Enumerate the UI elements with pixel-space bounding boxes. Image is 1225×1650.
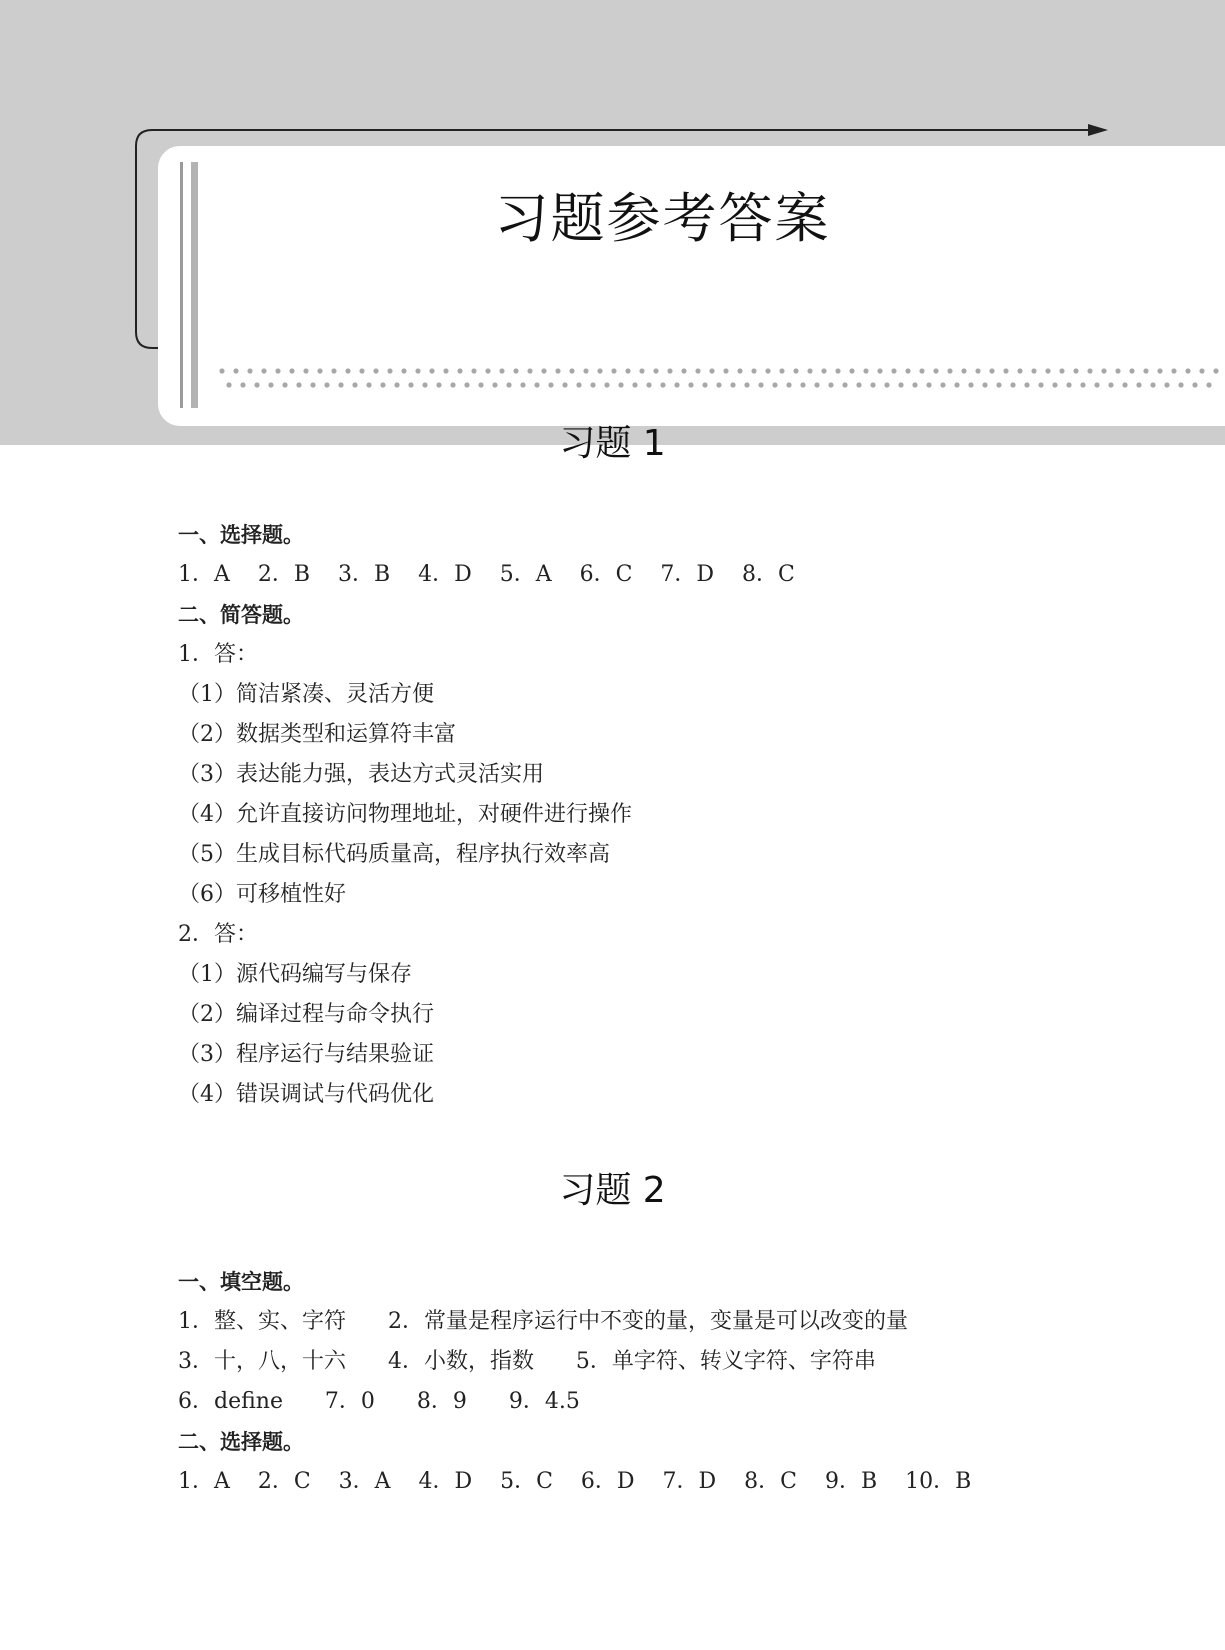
divider-dot	[1192, 382, 1197, 387]
divider-dot	[1108, 382, 1113, 387]
divider-dot	[590, 382, 595, 387]
divider-dot	[471, 368, 476, 373]
divider-dot	[835, 368, 840, 373]
divider-dot	[618, 382, 623, 387]
divider-dot	[1031, 368, 1036, 373]
divider-dot	[933, 368, 938, 373]
divider-dot	[786, 382, 791, 387]
divider-dot	[492, 382, 497, 387]
divider-dot	[401, 368, 406, 373]
section-title-1: 习题 1	[559, 423, 666, 464]
divider-dot	[758, 382, 763, 387]
divider-dot	[422, 382, 427, 387]
divider-dot	[709, 368, 714, 373]
divider-dot	[814, 382, 819, 387]
divider-dot	[646, 382, 651, 387]
page-title: 习题参考答案	[494, 187, 831, 250]
divider-dot	[513, 368, 518, 373]
divider-dot	[583, 368, 588, 373]
divider-dot	[1185, 368, 1190, 373]
divider-dot	[674, 382, 679, 387]
divider-dot	[863, 368, 868, 373]
divider-dot	[1150, 382, 1155, 387]
divider-dot	[450, 382, 455, 387]
divider-dot	[415, 368, 420, 373]
divider-dot	[1178, 382, 1183, 387]
divider-dot	[233, 368, 238, 373]
divider-dot	[1136, 382, 1141, 387]
section-2-content	[178, 1262, 1138, 1502]
divider-dot	[884, 382, 889, 387]
divider-dot	[1129, 368, 1134, 373]
divider-dot	[254, 382, 259, 387]
divider-dot	[569, 368, 574, 373]
divider-dot	[443, 368, 448, 373]
question-heading: 二、简答题。	[178, 603, 304, 627]
divider-dot	[800, 382, 805, 387]
divider-dot	[1038, 382, 1043, 387]
divider-dot	[478, 382, 483, 387]
answer-line: 6．define 7．0 8．9 9．4.5	[178, 1389, 580, 1414]
answer-line: 2．答：	[178, 922, 258, 947]
divider-dot	[856, 382, 861, 387]
divider-dot	[1213, 368, 1218, 373]
answer-line: 1．A 2．C 3．A 4．D 5．C 6．D 7．D 8．C 9．B 10．B	[178, 1469, 972, 1494]
divider-dot	[226, 382, 231, 387]
divider-dot	[765, 368, 770, 373]
divider-dot	[877, 368, 882, 373]
divider-dot	[828, 382, 833, 387]
answer-line: 1．A 2．B 3．B 4．D 5．A 6．C 7．D 8．C	[178, 562, 795, 587]
divider-dot	[562, 382, 567, 387]
divider-dot	[247, 368, 252, 373]
divider-dot	[919, 368, 924, 373]
divider-dot	[681, 368, 686, 373]
divider-dot	[821, 368, 826, 373]
divider-dot	[737, 368, 742, 373]
divider-dot	[1157, 368, 1162, 373]
divider-dot	[842, 382, 847, 387]
divider-dot	[1206, 382, 1211, 387]
divider-dot	[947, 368, 952, 373]
divider-dot	[317, 368, 322, 373]
answer-line: （1）源代码编写与保存	[178, 962, 412, 987]
divider-dot	[667, 368, 672, 373]
divider-dot	[331, 368, 336, 373]
divider-dot	[807, 368, 812, 373]
divider-dot	[744, 382, 749, 387]
divider-dot	[219, 368, 224, 373]
divider-dot	[660, 382, 665, 387]
divider-dot	[1024, 382, 1029, 387]
divider-dot	[548, 382, 553, 387]
divider-dot	[779, 368, 784, 373]
answer-line: （1）简洁紧凑、灵活方便	[178, 682, 434, 707]
divider-dot	[289, 368, 294, 373]
divider-dot	[912, 382, 917, 387]
answer-line: 3．十，八，十六 4．小数，指数 5．单字符、转义字符、字符串	[178, 1349, 876, 1374]
divider-dot	[1101, 368, 1106, 373]
divider-dot	[380, 382, 385, 387]
dotted-divider	[219, 368, 1218, 387]
divider-dot	[338, 382, 343, 387]
answer-line: （4）错误调试与代码优化	[178, 1082, 434, 1107]
divider-dot	[1045, 368, 1050, 373]
divider-dot	[436, 382, 441, 387]
divider-dot	[639, 368, 644, 373]
divider-dot	[1143, 368, 1148, 373]
divider-dot	[891, 368, 896, 373]
answer-line: （4）允许直接访问物理地址，对硬件进行操作	[178, 802, 632, 827]
divider-dot	[240, 382, 245, 387]
divider-dot	[695, 368, 700, 373]
answer-line: （2）编译过程与命令执行	[178, 1002, 434, 1027]
divider-dot	[926, 382, 931, 387]
divider-dot	[611, 368, 616, 373]
divider-dot	[604, 382, 609, 387]
divider-dot	[1059, 368, 1064, 373]
divider-dot	[1087, 368, 1092, 373]
answer-line: 1．答：	[178, 642, 258, 667]
divider-dot	[464, 382, 469, 387]
divider-dot	[1115, 368, 1120, 373]
divider-dot	[1066, 382, 1071, 387]
answer-line: （3）程序运行与结果验证	[178, 1042, 434, 1067]
divider-dot	[555, 368, 560, 373]
divider-dot	[296, 382, 301, 387]
divider-dot	[268, 382, 273, 387]
divider-dot	[996, 382, 1001, 387]
divider-dot	[723, 368, 728, 373]
divider-dot	[282, 382, 287, 387]
divider-dot	[1122, 382, 1127, 387]
divider-dot	[716, 382, 721, 387]
divider-dot	[905, 368, 910, 373]
divider-dot	[303, 368, 308, 373]
divider-dot	[961, 368, 966, 373]
divider-dot	[1094, 382, 1099, 387]
divider-dot	[1080, 382, 1085, 387]
divider-dot	[1010, 382, 1015, 387]
divider-dot	[982, 382, 987, 387]
divider-dot	[1073, 368, 1078, 373]
divider-dot	[702, 382, 707, 387]
divider-dot	[688, 382, 693, 387]
section-title-2: 习题 2	[559, 1170, 666, 1211]
divider-dot	[632, 382, 637, 387]
divider-dot	[968, 382, 973, 387]
answer-line: 1．整、实、字符 2．常量是程序运行中不变的量，变量是可以改变的量	[178, 1309, 908, 1334]
divider-dot	[520, 382, 525, 387]
divider-dot	[975, 368, 980, 373]
divider-dot	[1017, 368, 1022, 373]
divider-dot	[989, 368, 994, 373]
divider-dot	[1199, 368, 1204, 373]
divider-dot	[730, 382, 735, 387]
divider-dot	[751, 368, 756, 373]
divider-dot	[541, 368, 546, 373]
divider-dot	[429, 368, 434, 373]
divider-dot	[653, 368, 658, 373]
divider-dot	[457, 368, 462, 373]
answer-line: （5）生成目标代码质量高，程序执行效率高	[178, 842, 610, 867]
divider-dot	[625, 368, 630, 373]
divider-dot	[870, 382, 875, 387]
divider-dot	[506, 382, 511, 387]
divider-dot	[310, 382, 315, 387]
divider-dot	[940, 382, 945, 387]
divider-dot	[527, 368, 532, 373]
divider-dot	[394, 382, 399, 387]
divider-dot	[1171, 368, 1176, 373]
divider-dot	[1164, 382, 1169, 387]
divider-dot	[359, 368, 364, 373]
divider-dot	[954, 382, 959, 387]
divider-dot	[352, 382, 357, 387]
answer-line: （6）可移植性好	[178, 882, 346, 907]
divider-dot	[849, 368, 854, 373]
divider-dot	[373, 368, 378, 373]
divider-dot	[275, 368, 280, 373]
divider-dot	[324, 382, 329, 387]
section-1-content	[178, 515, 1138, 1115]
answer-line: （3）表达能力强，表达方式灵活实用	[178, 762, 544, 787]
question-heading: 一、填空题。	[178, 1270, 304, 1294]
question-heading: 二、选择题。	[178, 1430, 304, 1454]
divider-dot	[1052, 382, 1057, 387]
divider-dot	[485, 368, 490, 373]
divider-dot	[499, 368, 504, 373]
divider-dot	[387, 368, 392, 373]
divider-dot	[1003, 368, 1008, 373]
divider-dot	[534, 382, 539, 387]
divider-dot	[597, 368, 602, 373]
divider-dot	[408, 382, 413, 387]
divider-dot	[366, 382, 371, 387]
question-heading: 一、选择题。	[178, 523, 304, 547]
divider-dot	[576, 382, 581, 387]
divider-dot	[898, 382, 903, 387]
divider-dot	[793, 368, 798, 373]
divider-dot	[261, 368, 266, 373]
answer-line: （2）数据类型和运算符丰富	[178, 722, 456, 747]
divider-dot	[772, 382, 777, 387]
divider-dot	[345, 368, 350, 373]
